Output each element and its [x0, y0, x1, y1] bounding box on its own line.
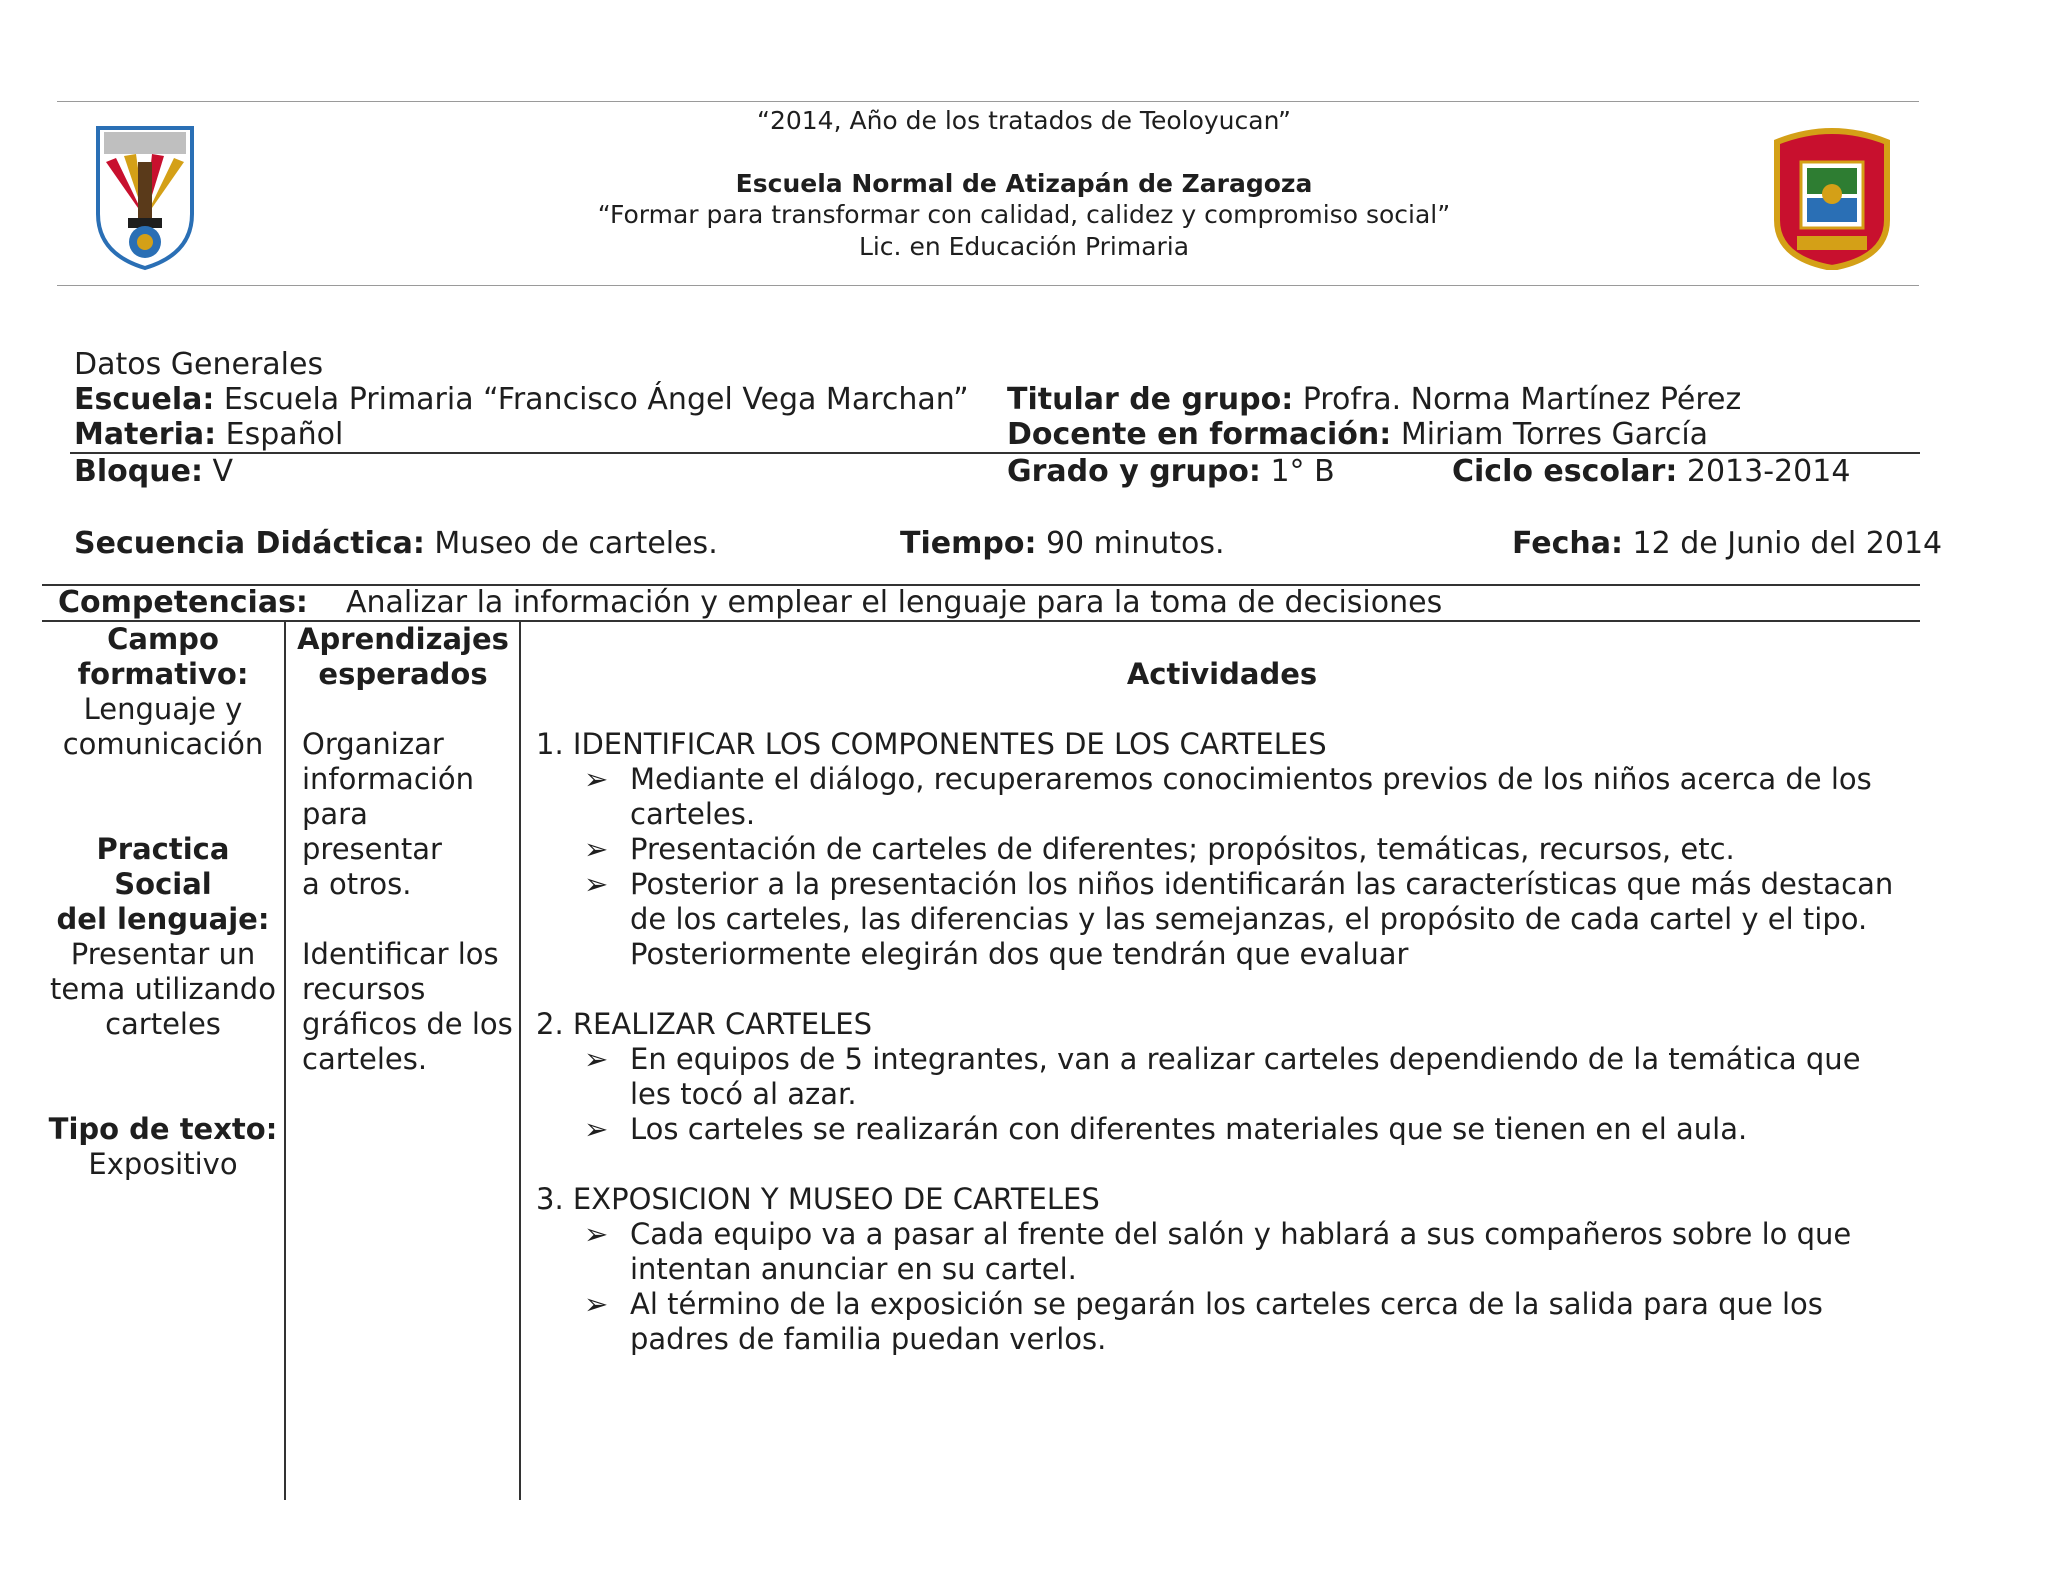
- section-1-item-1-text: Mediante el diálogo, recuperaremos conocimientos previos de los niños acerca de los carteles.: [630, 762, 1872, 831]
- aprendizajes-header: [288, 622, 518, 692]
- competencias-value: Analizar la información y emplear el lenguaje para la toma de decisiones: [346, 585, 1443, 620]
- arrow-bullet-icon: ➢: [584, 1217, 609, 1251]
- header-bottom-rule: [57, 285, 1919, 286]
- section-1-item-2-text: Presentación de carteles de diferentes; propósitos, temáticas, recursos, etc.: [630, 832, 1735, 866]
- campo-column: [44, 622, 282, 1182]
- section-3-item-2: [536, 1287, 1896, 1357]
- grado-value: 1° B: [1260, 454, 1335, 489]
- secuencia-label: Secuencia Didáctica:: [74, 526, 425, 561]
- grado-line: [1007, 454, 1335, 489]
- ciclo-line: [1452, 454, 1850, 489]
- actividades-header: Actividades: [1126, 657, 1318, 691]
- arrow-bullet-icon: ➢: [584, 1287, 609, 1321]
- competencias-label: Competencias:: [58, 585, 308, 620]
- bloque-line: [74, 454, 233, 489]
- tiempo-line: [900, 526, 1225, 561]
- header-motto-year: “2014, Año de los tratados de Teoloyucan”: [757, 106, 1291, 135]
- arrow-bullet-icon: ➢: [584, 832, 609, 866]
- aprendizajes-header-1: Aprendizajes: [297, 622, 509, 656]
- arrow-bullet-icon: ➢: [584, 867, 609, 901]
- fecha-value: 12 de Junio del 2014: [1623, 526, 1943, 561]
- section-2-item-2-text: Los carteles se realizarán con diferentes materiales que se tienen en el aula.: [630, 1112, 1748, 1146]
- materia-line: [74, 417, 343, 452]
- section-1-title: 1. IDENTIFICAR LOS COMPONENTES DE LOS CARTELES: [536, 727, 1327, 761]
- aprendizaje-2-line-3: gráficos de los: [302, 1007, 513, 1041]
- bloque-value: V: [202, 454, 233, 489]
- practica-value-2: tema utilizando: [50, 972, 276, 1006]
- campo-label-1: Campo: [107, 622, 219, 656]
- practica-value-1: Presentar un: [70, 937, 256, 971]
- column-divider-1: [284, 620, 286, 1500]
- grado-label: Grado y grupo:: [1007, 454, 1261, 489]
- general-title: Datos Generales: [74, 347, 324, 382]
- titular-label: Titular de grupo:: [1007, 382, 1294, 417]
- arrow-bullet-icon: ➢: [584, 1042, 609, 1076]
- practica-label-1: Practica Social: [96, 832, 230, 901]
- materia-value: Español: [216, 417, 344, 452]
- aprendizaje-2-line-4: carteles.: [302, 1042, 428, 1076]
- section-1-item-2: [536, 832, 1896, 867]
- escuela-line: [74, 382, 969, 417]
- practica-label-2: del lenguaje:: [56, 902, 270, 936]
- docente-value: Miriam Torres García: [1391, 417, 1709, 452]
- fecha-line: [1512, 526, 1942, 561]
- campo-value-2: comunicación: [62, 727, 264, 761]
- materia-label: Materia:: [74, 417, 217, 452]
- secuencia-line: [74, 526, 718, 561]
- tiempo-value: 90 minutos.: [1036, 526, 1225, 561]
- campo-value-1: Lenguaje y: [83, 692, 243, 726]
- titular-line: [1007, 382, 1741, 417]
- section-3-item-2-text: Al término de la exposición se pegarán los carteles cerca de la salida para que los padres de familia puedan verlos.: [630, 1287, 1823, 1356]
- section-3-item-1-text: Cada equipo va a pasar al frente del salón y hablará a sus compañeros sobre lo que intentan anunciar en su cartel.: [630, 1217, 1852, 1286]
- aprendizaje-1-line-4: a otros.: [302, 867, 412, 901]
- header-program: Lic. en Educación Primaria: [858, 232, 1190, 261]
- campo-label-2: formativo:: [77, 657, 249, 691]
- section-2-title: 2. REALIZAR CARTELES: [536, 1007, 873, 1041]
- header-top-rule: [57, 101, 1919, 102]
- fecha-label: Fecha:: [1512, 526, 1624, 561]
- arrow-bullet-icon: ➢: [584, 1112, 609, 1146]
- escuela-value: Escuela Primaria “Francisco Ángel Vega Marchan”: [214, 382, 969, 417]
- docente-label: Docente en formación:: [1007, 417, 1392, 452]
- tiempo-label: Tiempo:: [900, 526, 1037, 561]
- section-2-item-2: [536, 1112, 1896, 1147]
- practica-value-3: carteles: [105, 1007, 221, 1041]
- secuencia-value: Museo de carteles.: [424, 526, 718, 561]
- escuela-label: Escuela:: [74, 382, 215, 417]
- section-1-item-3: [536, 867, 1896, 972]
- column-divider-2: [519, 620, 521, 1500]
- header-school-name: Escuela Normal de Atizapán de Zaragoza: [735, 169, 1313, 198]
- tipo-value: Expositivo: [88, 1147, 238, 1181]
- docente-line: [1007, 417, 1708, 452]
- section-2-item-1-text: En equipos de 5 integrantes, van a realizar carteles dependiendo de la temática que les tocó al azar.: [630, 1042, 1861, 1111]
- section-2-item-1: [536, 1042, 1896, 1112]
- tipo-label: Tipo de texto:: [48, 1112, 278, 1146]
- section-3-title: 3. EXPOSICION Y MUSEO DE CARTELES: [536, 1182, 1100, 1216]
- arrow-bullet-icon: ➢: [584, 762, 609, 796]
- bloque-label: Bloque:: [74, 454, 203, 489]
- aprendizaje-1-line-1: Organizar: [302, 727, 444, 761]
- activities-body: [536, 727, 1896, 1357]
- aprendizajes-header-2: esperados: [318, 657, 488, 691]
- titular-value: Profra. Norma Martínez Pérez: [1293, 382, 1742, 417]
- ciclo-value: 2013-2014: [1677, 454, 1851, 489]
- section-1-item-1: [536, 762, 1896, 832]
- aprendizaje-2-line-1: Identificar los: [302, 937, 499, 971]
- ciclo-label: Ciclo escolar:: [1452, 454, 1678, 489]
- header-slogan: “Formar para transformar con calidad, calidez y compromiso social”: [597, 200, 1451, 229]
- aprendizajes-list: [302, 727, 516, 1077]
- section-1-item-3-text: Posterior a la presentación los niños identificarán las características que más destacan de los carteles, las diferencias y las semejanzas, el propósito de cada cartel y el tipo. Posteriormente elegirán dos que tendrán que evaluar: [630, 867, 1894, 971]
- aprendizaje-1-line-3: para presentar: [302, 797, 442, 866]
- aprendizaje-1-line-2: información: [302, 762, 474, 796]
- section-3-item-1: [536, 1217, 1896, 1287]
- aprendizaje-2-line-2: recursos: [302, 972, 426, 1006]
